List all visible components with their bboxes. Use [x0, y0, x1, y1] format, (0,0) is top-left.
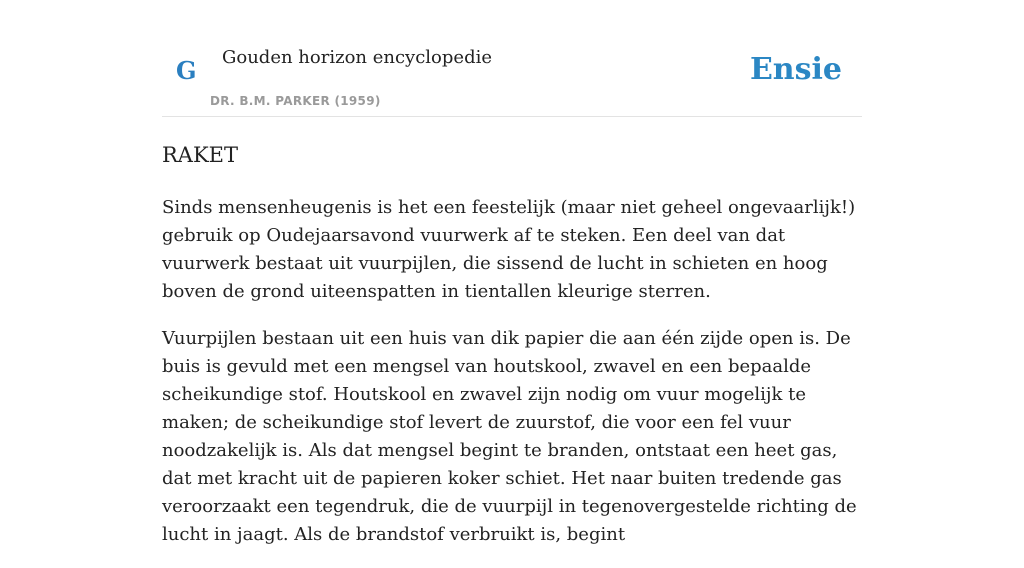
book-author: DR. B.M. PARKER (1959) — [210, 94, 381, 108]
article-paragraph: Sinds mensenheugenis is het een feestelijk (maar niet geheel ongevaarlijk!) gebruik op Oudejaarsavond vuurwerk af te steken. Een deel van dat vuurwerk bestaat uit vuurpijlen, die sissend de lucht in schieten en hoog boven de grond uiteenspatten in tientallen kleurige sterren. — [162, 197, 856, 302]
article-title: RAKET — [162, 143, 239, 167]
article-paragraph: Vuurpijlen bestaan uit een huis van dik papier die aan één zijde open is. De buis is gevuld met een mengsel van houtskool, zwavel en een bepaalde scheikundige stof. Houtskool en zwavel zijn nodig om vuur mogelijk te maken; de scheikundige stof levert de zuurstof, die voor een fel vuur noodzakelijk is. Als dat mengsel begint te branden, ontstaat een heet gas, dat met kracht uit de papieren koker schiet. Het naar buiten tredende gas veroorzaakt een tegendruk, die de vuurpijl in tegenovergestelde richting de lucht in jaagt. Als de brandstof verbruikt is, begint — [162, 328, 857, 545]
book-logo-icon[interactable]: G — [176, 56, 197, 85]
brand-logo-link[interactable]: Ensie — [749, 52, 842, 87]
article — [162, 138, 862, 568]
page-header — [162, 0, 862, 117]
book-title-link[interactable]: Gouden horizon encyclopedie — [222, 47, 492, 68]
